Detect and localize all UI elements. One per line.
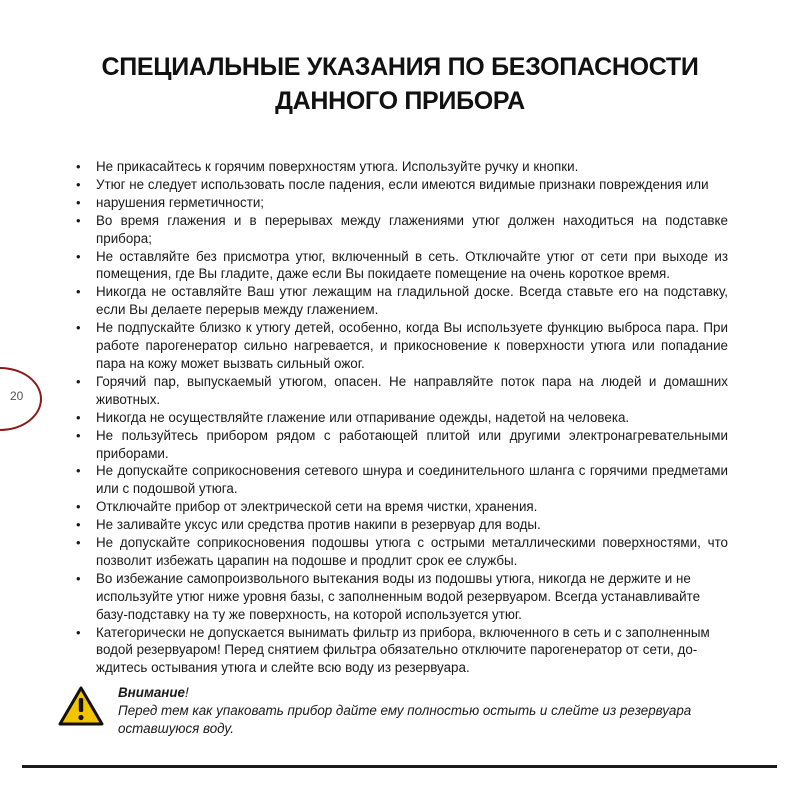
list-item-text: Горячий пар, выпускаемый утюгом, опасен. Не направляйте поток пара на людей и домашних животных. — [96, 373, 728, 407]
list-item-text: Не допускайте соприкосновения подошвы утюга с острыми металлическими поверхностями, что позволит избежать царапин на подошве и продлит срок ее службы. — [96, 535, 728, 568]
list-item — [76, 462, 728, 498]
list-item-text: Отключайте прибор от электрической сети на время чистки, хранения. — [96, 499, 538, 515]
list-item-text: Не подпускайте близко к утюгу детей, особенно, когда Вы используете функцию выброса пара. При работе парогенератор сильно нагревается, и прикосновение к поверхности утюга или попадание пара на кожу может вызвать сильный ожог. — [96, 320, 728, 371]
list-item-text: Не пользуйтесь прибором рядом с работающей плитой или другими электронагревательными приборами. — [96, 427, 728, 461]
bottom-divider — [22, 765, 777, 768]
list-item — [76, 534, 728, 570]
list-item-text: Во время глажения и в перерывах между глажениями утюг должен находиться на подставке прибора; — [96, 212, 728, 246]
list-item-text: Утюг не следует использовать после падения, если имеются видимые признаки повреждения или — [96, 176, 709, 192]
bullet-point: • — [76, 409, 81, 425]
bullet-point: • — [76, 284, 81, 300]
list-item — [76, 409, 728, 427]
bullet-point: • — [76, 517, 81, 533]
bullet-point: • — [76, 570, 81, 586]
bullet-point: • — [76, 624, 81, 640]
page-title-line-1: СПЕЦИАЛЬНЫЕ УКАЗАНИЯ ПО БЕЗОПАСНОСТИ — [101, 53, 699, 81]
list-item — [76, 498, 728, 516]
list-item — [76, 176, 728, 194]
list-item-text: Во избежание самопроизвольного вытекания воды из подошвы утюга, никогда не держите и не используйте утюг ниже уровня базы, с заполненным водой резервуаром. Всегда устанавливайте базу-подставку на ту же поверхность, на которой используется утюг. — [96, 570, 701, 622]
bullet-point: • — [76, 463, 81, 479]
list-item — [76, 194, 728, 212]
list-item — [76, 248, 728, 284]
list-item-text: Не прикасайтесь к горячим поверхностям утюга. Используйте ручку и кнопки. — [96, 159, 579, 174]
bullet-point: • — [76, 176, 81, 192]
warning-exclamation: ! — [185, 685, 189, 700]
page-number: 20 — [10, 389, 24, 403]
page-title-line-2: ДАННОГО ПРИБОРА — [275, 87, 525, 115]
bullet-point: • — [76, 499, 81, 515]
bullet-point: • — [76, 373, 81, 389]
list-item-text: нарушения герметичности; — [96, 194, 265, 210]
bullet-point: • — [76, 194, 81, 210]
list-item — [76, 373, 728, 409]
bullet-point: • — [76, 535, 81, 551]
warning-text: Перед тем как упаковать прибор дайте ему полностью остыть и слейте из резервуара оставшуюся воду. — [118, 703, 692, 736]
list-item-text: Не заливайте уксус или средства против накипи в резервуар для воды. — [96, 517, 541, 533]
bullet-point: • — [76, 320, 81, 336]
warning-title: Внимание — [118, 685, 186, 700]
list-item — [76, 319, 728, 373]
list-item — [76, 212, 728, 248]
page-title — [0, 50, 800, 118]
list-item — [76, 427, 728, 463]
bullet-point: • — [76, 248, 81, 264]
list-item-text: Никогда не осуществляйте глажение или отпаривание одежды, надетой на человека. — [96, 409, 630, 425]
safety-instructions-list — [76, 158, 728, 677]
list-item — [76, 158, 728, 176]
warning-triangle-icon — [58, 686, 104, 726]
bullet-point: • — [76, 212, 81, 228]
list-item-text: Никогда не оставляйте Ваш утюг лежащим на гладильной доске. Всегда ставьте его на подставку, если Вы делаете перерыв между глажением. — [96, 284, 728, 318]
list-item-text: Не оставляйте без присмотра утюг, включенный в сеть. Отключайте утюг от сети при выходе из помещения, где Вы гладите, даже если Вы покидаете помещение на очень короткое время. — [96, 248, 728, 282]
bullet-point: • — [76, 159, 81, 174]
list-item — [76, 283, 728, 319]
list-item — [76, 624, 728, 678]
warning-block — [58, 684, 738, 744]
bullet-point: • — [76, 427, 81, 443]
list-item — [76, 516, 728, 534]
list-item-text: Не допускайте соприкосновения сетевого шнура и соединительного шланга с горячими предметами или с подошвой утюга. — [96, 463, 728, 497]
list-item — [76, 570, 728, 624]
list-item-text: Категорически не допускается вынимать фильтр из прибора, включенного в сеть и с заполненным водой резервуаром! Перед снятием фильтра обязательно отключите парогенератор от сети, до- ждитесь остывания утюга и слейте всю воду из резервуара. — [96, 624, 710, 676]
warning-text-block — [118, 684, 738, 738]
